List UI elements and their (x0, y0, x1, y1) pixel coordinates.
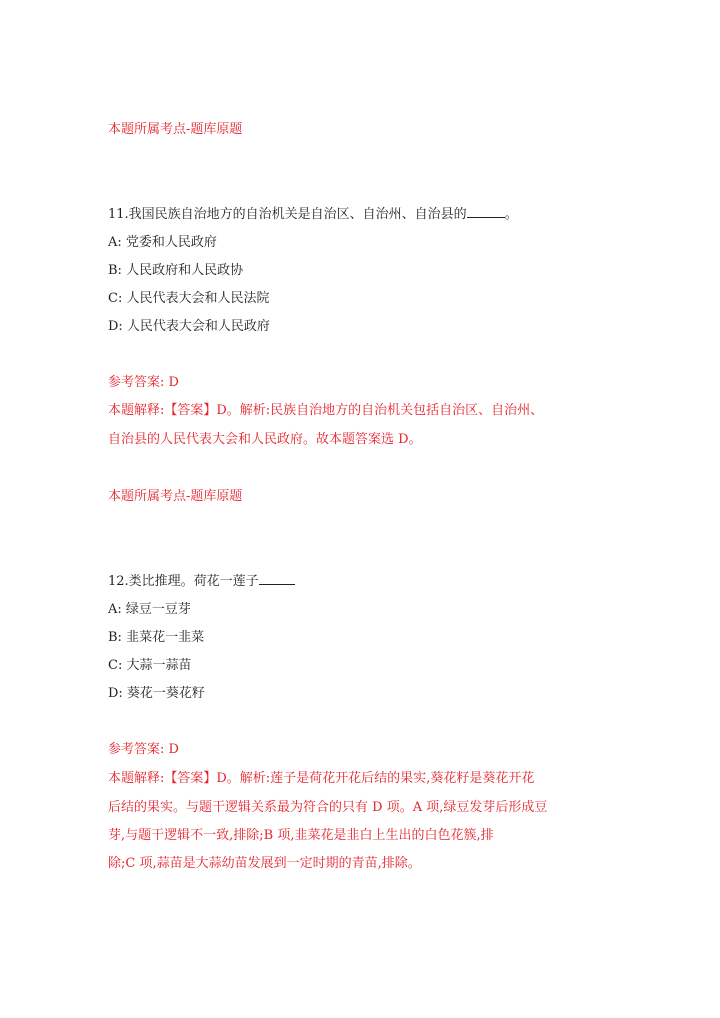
question-12-explanation-line: 除;C 项,蒜苗是大蒜幼苗发展到一定时期的青苗,排除。 (108, 856, 421, 871)
question-12-explanation-line: 后结的果实。与题干逻辑关系最为符合的只有 D 项。A 项,绿豆发芽后形成豆 (108, 800, 548, 815)
question-12-option-b: B: 韭菜花一韭菜 (108, 630, 205, 645)
question-12-stem-text: 12.类比推理。荷花一莲子 (108, 574, 259, 589)
question-11-option-d: D: 人民代表大会和人民政府 (108, 319, 270, 334)
answer-blank (259, 572, 295, 585)
question-11-option-b: B: 人民政府和人民政协 (108, 263, 244, 278)
question-12-option-d: D: 葵花一葵花籽 (108, 686, 205, 701)
question-11-option-c: C: 人民代表大会和人民法院 (108, 291, 270, 306)
question-11-explanation-line: 本题解释:【答案】D。解析:民族自治地方的自治机关包括自治区、自治州、 (108, 403, 544, 418)
question-12-explanation-line: 本题解释:【答案】D。解析:莲子是荷花开花后结的果实,葵花籽是葵花开花 (108, 771, 535, 786)
question-11-stem-text: 11.我国民族自治地方的自治机关是自治区、自治州、自治县的 (108, 207, 467, 222)
question-12-explanation-line: 芽,与题干逻辑不一致,排除;B 项,韭菜花是韭白上生出的白色花簇,排 (108, 828, 494, 843)
question-11-option-a: A: 党委和人民政府 (108, 235, 217, 250)
question-12-option-c: C: 大蒜一蒜苗 (108, 658, 192, 673)
topic-note: 本题所属考点-题库原题 (108, 489, 243, 504)
topic-note: 本题所属考点-题库原题 (108, 122, 243, 137)
answer-blank (467, 205, 505, 218)
question-11-explanation-line: 自治县的人民代表大会和人民政府。故本题答案选 D。 (108, 432, 422, 447)
question-12-option-a: A: 绿豆一豆芽 (108, 602, 191, 617)
question-12-answer: 参考答案: D (108, 742, 179, 757)
question-12-stem (108, 572, 295, 591)
question-11-stem-end: 。 (504, 207, 518, 222)
question-11-stem (108, 205, 518, 224)
question-11-answer: 参考答案: D (108, 375, 179, 390)
